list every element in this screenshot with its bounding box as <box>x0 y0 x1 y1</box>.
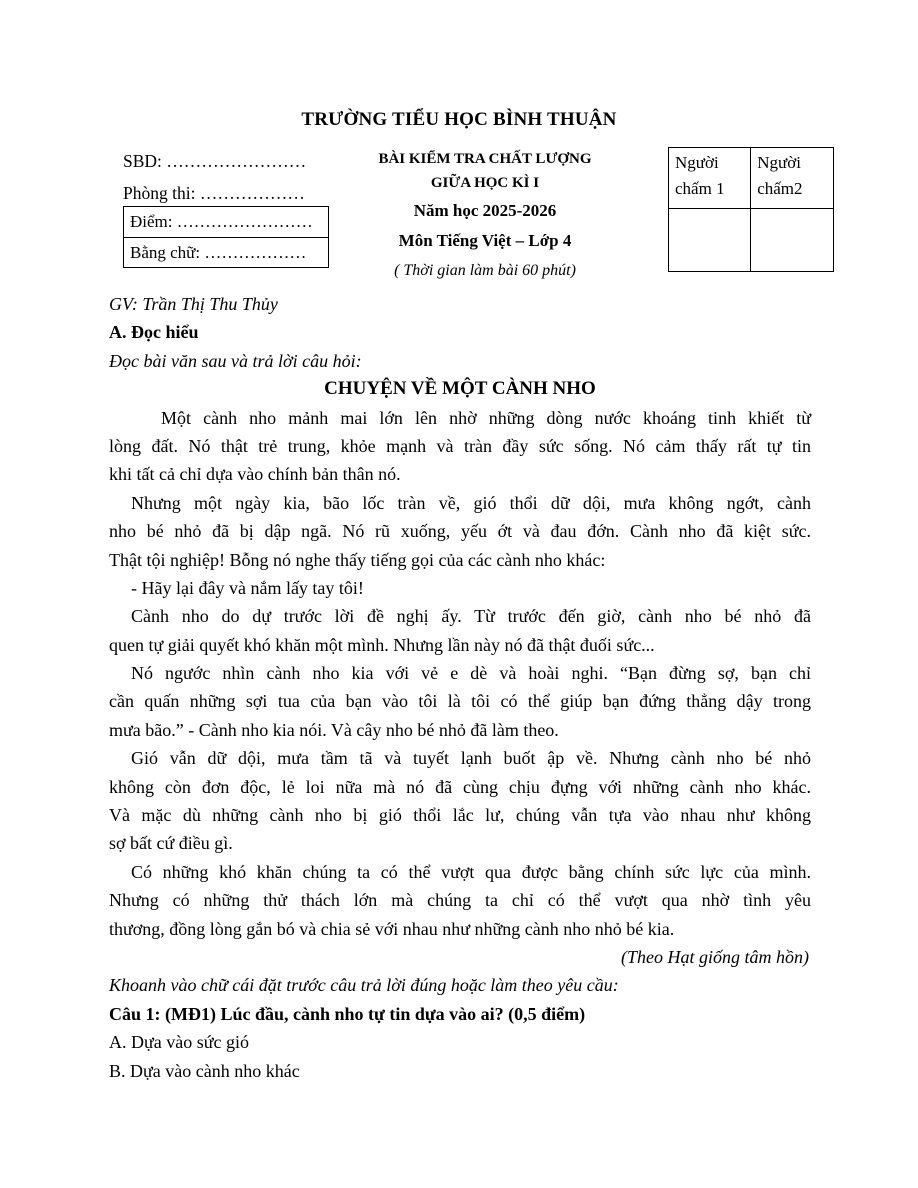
score-field: Điểm: …………………… <box>124 207 328 238</box>
story-line: Và mặc dù những cành nho bị gió thổi lắc lư, chúng vẫn tựa vào nhau như không <box>109 805 811 826</box>
reading-instruction: Đọc bài văn sau và trả lời câu hỏi: <box>109 350 362 371</box>
room-field: Phòng thi: ……………… <box>123 183 305 203</box>
story-line: Một cành nho mảnh mai lớn lên nhờ những dòng nước khoáng tinh khiết từ <box>161 407 811 428</box>
grader-table <box>668 147 834 272</box>
exam-title-line-2: GIỮA HỌC KÌ I <box>430 175 540 191</box>
story-line: cần quấn những sợi tua của bạn vào tôi là tôi có thể giúp bạn đứng thẳng dậy trong <box>109 691 811 712</box>
story-line: nho bé nhỏ đã bị dập ngã. Nó rũ xuống, yếu ớt và đau đớn. Cành nho đã kiệt sức. <box>109 521 811 542</box>
story-line: Gió vẫn dữ dội, mưa tầm tã và tuyết lạnh buốt ập về. Nhưng cành nho bé nhỏ <box>131 748 811 769</box>
story-line: - Hãy lại đây và nắm lấy tay tôi! <box>131 577 364 598</box>
subject: Môn Tiếng Việt – Lớp 4 <box>398 231 572 250</box>
exam-title-line-1: BÀI KIỂM TRA CHẤT LƯỢNG <box>378 151 592 167</box>
teacher-name: GV: Trần Thị Thu Thủy <box>109 294 278 314</box>
story-line: quen tự giải quyết khó khăn một mình. Nhưng lần này nó đã thật đuối sức... <box>109 634 655 655</box>
task-instruction: Khoanh vào chữ cái đặt trước câu trả lời đúng hoặc làm theo yêu cầu: <box>109 975 619 996</box>
sbd-field: SBD: …………………… <box>123 151 307 171</box>
story-line: lòng đất. Nó thật trẻ trung, khỏe mạnh và tràn đầy sức sống. Nó cảm thấy rất tự tin <box>109 435 811 456</box>
story-line: không còn đơn độc, lẻ loi nữa mà nó đã cùng chịu đựng với những cành nho khác. <box>109 776 811 797</box>
story-line: sợ bất cứ điều gì. <box>109 833 233 854</box>
story-line: Có những khó khăn chúng ta có thể vượt qua được bằng chính sức lực của mình. <box>131 861 811 882</box>
story-line: Cành nho do dự trước lời đề nghị ấy. Từ trước đến giờ, cành nho bé nhỏ đã <box>131 606 811 627</box>
grader-2-cell <box>751 209 834 272</box>
story-line: khi tất cả chỉ dựa vào chính bản thân nó. <box>109 464 401 485</box>
question-1: Câu 1: (MĐ1) Lúc đầu, cành nho tự tin dựa vào ai? (0,5 điểm) <box>109 1003 586 1024</box>
candidate-info <box>123 148 306 212</box>
score-words-field: Bằng chữ: ……………… <box>130 243 307 262</box>
story-line: mưa bão.” - Cành nho kia nói. Và cây nho bé nhỏ đã làm theo. <box>109 719 559 740</box>
question-1-option-a[interactable]: A. Dựa vào sức gió <box>109 1032 249 1053</box>
school-name: TRƯỜNG TIỂU HỌC BÌNH THUẬN <box>301 109 617 130</box>
story-line: Nhưng có những thử thách lớn mà chúng ta chỉ có thể vượt qua nhờ tình yêu <box>109 890 811 911</box>
grader-2-header: Người chấm2 <box>751 148 834 209</box>
grader-1-header: Người chấm 1 <box>669 148 751 209</box>
grader-1-cell <box>669 209 751 272</box>
story-source: (Theo Hạt giống tâm hồn) <box>621 946 809 967</box>
exam-body <box>109 290 811 1085</box>
exam-title-block <box>350 148 620 286</box>
duration: ( Thời gian làm bài 60 phút) <box>394 262 576 279</box>
story-line: Nhưng một ngày kia, bão lốc tràn về, gió thổi dữ dội, mưa không ngớt, cành <box>131 492 811 513</box>
story-line: Nó ngước nhìn cành nho kia với vẻ e dè và hoài nghi. “Bạn đừng sợ, bạn chỉ <box>131 663 811 684</box>
school-year: Năm học 2025-2026 <box>413 201 557 220</box>
story-title: CHUYỆN VỀ MỘT CÀNH NHO <box>324 378 596 400</box>
score-box <box>123 206 329 268</box>
story-line: Thật tội nghiệp! Bỗng nó nghe thấy tiếng gọi của các cành nho khác: <box>109 549 606 570</box>
question-1-option-b[interactable]: B. Dựa vào cành nho khác <box>109 1060 300 1081</box>
section-a-heading: A. Đọc hiểu <box>109 322 199 343</box>
story-line: thương, đồng lòng gắn bó và chia sẻ với nhau như những cành nho nhỏ bé kia. <box>109 918 675 939</box>
